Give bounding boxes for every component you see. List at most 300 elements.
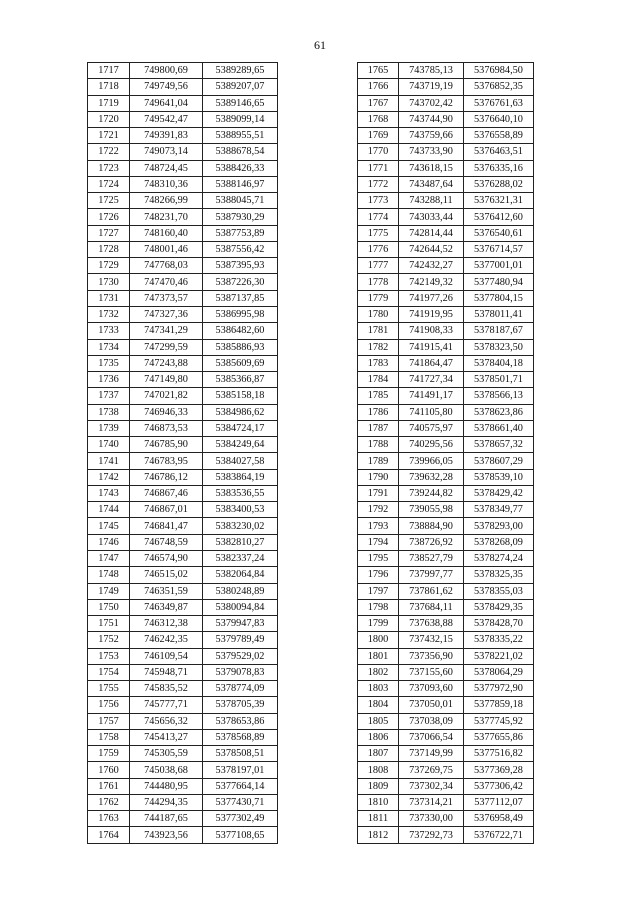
table-row [358, 794, 534, 810]
y-coordinate-cell: 5376288,02 [464, 176, 534, 192]
y-coordinate-cell: 5376558,89 [464, 128, 534, 144]
y-coordinate-cell: 5378657,32 [464, 437, 534, 453]
y-coordinate-cell: 5378274,24 [464, 550, 534, 566]
table-row [88, 485, 278, 501]
y-coordinate-cell: 5377108,65 [203, 827, 278, 843]
x-coordinate-cell: 745777,71 [130, 697, 203, 713]
y-coordinate-cell: 5382810,27 [203, 534, 278, 550]
point-number-cell: 1733 [88, 323, 130, 339]
x-coordinate-cell: 747373,57 [130, 290, 203, 306]
point-number-cell: 1761 [88, 778, 130, 794]
point-number-cell: 1728 [88, 241, 130, 257]
x-coordinate-cell: 746109,54 [130, 648, 203, 664]
table-row [358, 811, 534, 827]
point-number-cell: 1768 [358, 111, 399, 127]
table-row [358, 469, 534, 485]
x-coordinate-cell: 742814,44 [399, 225, 464, 241]
table-row [88, 323, 278, 339]
y-coordinate-cell: 5380248,89 [203, 583, 278, 599]
y-coordinate-cell: 5376463,51 [464, 144, 534, 160]
point-number-cell: 1783 [358, 355, 399, 371]
point-number-cell: 1725 [88, 193, 130, 209]
point-number-cell: 1726 [88, 209, 130, 225]
point-number-cell: 1732 [88, 306, 130, 322]
table-row [88, 550, 278, 566]
x-coordinate-cell: 741919,95 [399, 306, 464, 322]
x-coordinate-cell: 745948,71 [130, 664, 203, 680]
table-row [358, 290, 534, 306]
point-number-cell: 1730 [88, 274, 130, 290]
table-row [88, 453, 278, 469]
table-row [358, 827, 534, 843]
point-number-cell: 1795 [358, 550, 399, 566]
x-coordinate-cell: 746748,59 [130, 534, 203, 550]
x-coordinate-cell: 746574,90 [130, 550, 203, 566]
table-row [358, 437, 534, 453]
table-row [88, 648, 278, 664]
x-coordinate-cell: 738884,90 [399, 518, 464, 534]
x-coordinate-cell: 737292,73 [399, 827, 464, 843]
table-row [358, 388, 534, 404]
y-coordinate-cell: 5385886,93 [203, 339, 278, 355]
x-coordinate-cell: 741915,41 [399, 339, 464, 355]
y-coordinate-cell: 5378774,09 [203, 681, 278, 697]
y-coordinate-cell: 5378623,86 [464, 404, 534, 420]
y-coordinate-cell: 5378404,18 [464, 355, 534, 371]
table-row [88, 404, 278, 420]
x-coordinate-cell: 745413,27 [130, 729, 203, 745]
table-row [88, 274, 278, 290]
x-coordinate-cell: 749641,04 [130, 95, 203, 111]
x-coordinate-cell: 737302,34 [399, 778, 464, 794]
table-row [358, 664, 534, 680]
point-number-cell: 1800 [358, 632, 399, 648]
point-number-cell: 1734 [88, 339, 130, 355]
x-coordinate-cell: 740295,56 [399, 437, 464, 453]
x-coordinate-cell: 738527,79 [399, 550, 464, 566]
table-row [88, 437, 278, 453]
table-row [88, 713, 278, 729]
y-coordinate-cell: 5387395,93 [203, 258, 278, 274]
y-coordinate-cell: 5382337,24 [203, 550, 278, 566]
table-row [88, 339, 278, 355]
x-coordinate-cell: 743288,11 [399, 193, 464, 209]
table-row [358, 778, 534, 794]
y-coordinate-cell: 5378323,50 [464, 339, 534, 355]
point-number-cell: 1793 [358, 518, 399, 534]
y-coordinate-cell: 5376412,60 [464, 209, 534, 225]
table-row [358, 697, 534, 713]
point-number-cell: 1812 [358, 827, 399, 843]
point-number-cell: 1751 [88, 616, 130, 632]
table-row [358, 583, 534, 599]
y-coordinate-cell: 5384724,17 [203, 420, 278, 436]
y-coordinate-cell: 5377430,71 [203, 794, 278, 810]
table-row [358, 160, 534, 176]
table-row [358, 485, 534, 501]
point-number-cell: 1782 [358, 339, 399, 355]
x-coordinate-cell: 749073,14 [130, 144, 203, 160]
point-number-cell: 1741 [88, 453, 130, 469]
x-coordinate-cell: 741491,17 [399, 388, 464, 404]
table-row [88, 241, 278, 257]
x-coordinate-cell: 747768,03 [130, 258, 203, 274]
y-coordinate-cell: 5378539,10 [464, 469, 534, 485]
x-coordinate-cell: 737038,09 [399, 713, 464, 729]
x-coordinate-cell: 746783,95 [130, 453, 203, 469]
table-row [358, 144, 534, 160]
point-number-cell: 1779 [358, 290, 399, 306]
x-coordinate-cell: 744187,65 [130, 811, 203, 827]
x-coordinate-cell: 743033,44 [399, 209, 464, 225]
x-coordinate-cell: 748266,99 [130, 193, 203, 209]
table-row [88, 616, 278, 632]
table-row [88, 128, 278, 144]
point-number-cell: 1737 [88, 388, 130, 404]
table-row [358, 681, 534, 697]
x-coordinate-cell: 737432,15 [399, 632, 464, 648]
table-row [88, 762, 278, 778]
table-row [88, 502, 278, 518]
x-coordinate-cell: 745656,32 [130, 713, 203, 729]
x-coordinate-cell: 743759,66 [399, 128, 464, 144]
y-coordinate-cell: 5376540,61 [464, 225, 534, 241]
y-coordinate-cell: 5383536,55 [203, 485, 278, 501]
y-coordinate-cell: 5383400,53 [203, 502, 278, 518]
y-coordinate-cell: 5388045,71 [203, 193, 278, 209]
point-number-cell: 1717 [88, 63, 130, 79]
table-row [358, 63, 534, 79]
x-coordinate-cell: 746351,59 [130, 583, 203, 599]
x-coordinate-cell: 749391,83 [130, 128, 203, 144]
x-coordinate-cell: 742149,32 [399, 274, 464, 290]
table-row [88, 681, 278, 697]
y-coordinate-cell: 5378221,02 [464, 648, 534, 664]
y-coordinate-cell: 5376984,50 [464, 63, 534, 79]
table-row [88, 518, 278, 534]
point-number-cell: 1778 [358, 274, 399, 290]
y-coordinate-cell: 5382064,84 [203, 567, 278, 583]
y-coordinate-cell: 5389207,07 [203, 79, 278, 95]
table-row [88, 583, 278, 599]
x-coordinate-cell: 742644,52 [399, 241, 464, 257]
y-coordinate-cell: 5379529,02 [203, 648, 278, 664]
table-row [88, 225, 278, 241]
point-number-cell: 1745 [88, 518, 130, 534]
table-row [358, 79, 534, 95]
point-number-cell: 1753 [88, 648, 130, 664]
point-number-cell: 1756 [88, 697, 130, 713]
x-coordinate-cell: 746242,35 [130, 632, 203, 648]
x-coordinate-cell: 737330,00 [399, 811, 464, 827]
table-row [358, 372, 534, 388]
table-row [358, 323, 534, 339]
table-row [88, 664, 278, 680]
y-coordinate-cell: 5376640,10 [464, 111, 534, 127]
y-coordinate-cell: 5383230,02 [203, 518, 278, 534]
table-row [358, 729, 534, 745]
table-row [358, 502, 534, 518]
x-coordinate-cell: 749800,69 [130, 63, 203, 79]
point-number-cell: 1746 [88, 534, 130, 550]
y-coordinate-cell: 5377972,90 [464, 681, 534, 697]
table-row [88, 306, 278, 322]
table-row [88, 729, 278, 745]
point-number-cell: 1757 [88, 713, 130, 729]
table-row [358, 339, 534, 355]
point-number-cell: 1787 [358, 420, 399, 436]
table-row [88, 469, 278, 485]
table-row [358, 713, 534, 729]
y-coordinate-cell: 5379947,83 [203, 616, 278, 632]
table-row [88, 95, 278, 111]
x-coordinate-cell: 746312,38 [130, 616, 203, 632]
point-number-cell: 1760 [88, 762, 130, 778]
table-row [88, 599, 278, 615]
point-number-cell: 1794 [358, 534, 399, 550]
y-coordinate-cell: 5379078,83 [203, 664, 278, 680]
point-number-cell: 1736 [88, 372, 130, 388]
y-coordinate-cell: 5377745,92 [464, 713, 534, 729]
table-row [88, 176, 278, 192]
table-row [358, 128, 534, 144]
x-coordinate-cell: 738726,92 [399, 534, 464, 550]
point-number-cell: 1798 [358, 599, 399, 615]
table-row [358, 111, 534, 127]
x-coordinate-cell: 739632,28 [399, 469, 464, 485]
table-row [88, 372, 278, 388]
x-coordinate-cell: 741908,33 [399, 323, 464, 339]
point-number-cell: 1796 [358, 567, 399, 583]
point-number-cell: 1772 [358, 176, 399, 192]
x-coordinate-cell: 737269,75 [399, 762, 464, 778]
y-coordinate-cell: 5376321,31 [464, 193, 534, 209]
y-coordinate-cell: 5378428,70 [464, 616, 534, 632]
point-number-cell: 1786 [358, 404, 399, 420]
point-number-cell: 1774 [358, 209, 399, 225]
table-row [88, 697, 278, 713]
y-coordinate-cell: 5378568,89 [203, 729, 278, 745]
y-coordinate-cell: 5378268,09 [464, 534, 534, 550]
y-coordinate-cell: 5377306,42 [464, 778, 534, 794]
table-row [88, 778, 278, 794]
point-number-cell: 1804 [358, 697, 399, 713]
point-number-cell: 1805 [358, 713, 399, 729]
table-row [88, 827, 278, 843]
y-coordinate-cell: 5378187,67 [464, 323, 534, 339]
page-number: 61 [314, 38, 326, 52]
point-number-cell: 1750 [88, 599, 130, 615]
y-coordinate-cell: 5378607,29 [464, 453, 534, 469]
table-row [358, 599, 534, 615]
y-coordinate-cell: 5384986,62 [203, 404, 278, 420]
point-number-cell: 1755 [88, 681, 130, 697]
x-coordinate-cell: 746349,87 [130, 599, 203, 615]
point-number-cell: 1792 [358, 502, 399, 518]
y-coordinate-cell: 5376714,57 [464, 241, 534, 257]
x-coordinate-cell: 742432,27 [399, 258, 464, 274]
x-coordinate-cell: 743487,64 [399, 176, 464, 192]
x-coordinate-cell: 743923,56 [130, 827, 203, 843]
point-number-cell: 1742 [88, 469, 130, 485]
table-row [358, 95, 534, 111]
y-coordinate-cell: 5380094,84 [203, 599, 278, 615]
table-row [88, 811, 278, 827]
x-coordinate-cell: 737149,99 [399, 746, 464, 762]
point-number-cell: 1723 [88, 160, 130, 176]
table-row [88, 632, 278, 648]
y-coordinate-cell: 5387226,30 [203, 274, 278, 290]
y-coordinate-cell: 5378335,22 [464, 632, 534, 648]
point-number-cell: 1809 [358, 778, 399, 794]
x-coordinate-cell: 749749,56 [130, 79, 203, 95]
table-row [88, 63, 278, 79]
table-row [358, 420, 534, 436]
point-number-cell: 1747 [88, 550, 130, 566]
table-row [88, 794, 278, 810]
point-number-cell: 1775 [358, 225, 399, 241]
y-coordinate-cell: 5389289,65 [203, 63, 278, 79]
point-number-cell: 1771 [358, 160, 399, 176]
point-number-cell: 1788 [358, 437, 399, 453]
y-coordinate-cell: 5376958,49 [464, 811, 534, 827]
y-coordinate-cell: 5388146,97 [203, 176, 278, 192]
y-coordinate-cell: 5388955,51 [203, 128, 278, 144]
point-number-cell: 1769 [358, 128, 399, 144]
table-row [88, 746, 278, 762]
table-row [358, 193, 534, 209]
y-coordinate-cell: 5376335,16 [464, 160, 534, 176]
point-number-cell: 1766 [358, 79, 399, 95]
table-row [358, 550, 534, 566]
y-coordinate-cell: 5377804,15 [464, 290, 534, 306]
y-coordinate-cell: 5387930,29 [203, 209, 278, 225]
table-row [358, 567, 534, 583]
point-number-cell: 1748 [88, 567, 130, 583]
table-row [88, 567, 278, 583]
x-coordinate-cell: 744480,95 [130, 778, 203, 794]
point-number-cell: 1764 [88, 827, 130, 843]
table-row [358, 176, 534, 192]
y-coordinate-cell: 5378064,29 [464, 664, 534, 680]
y-coordinate-cell: 5376761,63 [464, 95, 534, 111]
point-number-cell: 1749 [88, 583, 130, 599]
point-number-cell: 1721 [88, 128, 130, 144]
point-number-cell: 1790 [358, 469, 399, 485]
x-coordinate-cell: 749542,47 [130, 111, 203, 127]
x-coordinate-cell: 743733,90 [399, 144, 464, 160]
y-coordinate-cell: 5378197,01 [203, 762, 278, 778]
table-row [88, 388, 278, 404]
point-number-cell: 1735 [88, 355, 130, 371]
table-row [88, 209, 278, 225]
table-row [88, 79, 278, 95]
y-coordinate-cell: 5378429,35 [464, 599, 534, 615]
table-row [88, 193, 278, 209]
x-coordinate-cell: 747299,59 [130, 339, 203, 355]
coordinates-table-left [87, 62, 278, 844]
x-coordinate-cell: 748310,36 [130, 176, 203, 192]
table-row [358, 274, 534, 290]
table-row [358, 632, 534, 648]
x-coordinate-cell: 743719,19 [399, 79, 464, 95]
table-row [88, 290, 278, 306]
x-coordinate-cell: 747327,36 [130, 306, 203, 322]
x-coordinate-cell: 745038,68 [130, 762, 203, 778]
x-coordinate-cell: 748231,70 [130, 209, 203, 225]
table-row [88, 111, 278, 127]
point-number-cell: 1743 [88, 485, 130, 501]
x-coordinate-cell: 737093,60 [399, 681, 464, 697]
y-coordinate-cell: 5377664,14 [203, 778, 278, 794]
y-coordinate-cell: 5385366,87 [203, 372, 278, 388]
x-coordinate-cell: 748001,46 [130, 241, 203, 257]
point-number-cell: 1720 [88, 111, 130, 127]
x-coordinate-cell: 741105,80 [399, 404, 464, 420]
y-coordinate-cell: 5383864,19 [203, 469, 278, 485]
point-number-cell: 1754 [88, 664, 130, 680]
y-coordinate-cell: 5378349,77 [464, 502, 534, 518]
point-number-cell: 1780 [358, 306, 399, 322]
x-coordinate-cell: 746515,02 [130, 567, 203, 583]
y-coordinate-cell: 5387753,89 [203, 225, 278, 241]
table-row [358, 534, 534, 550]
y-coordinate-cell: 5386482,60 [203, 323, 278, 339]
x-coordinate-cell: 737066,54 [399, 729, 464, 745]
y-coordinate-cell: 5388426,33 [203, 160, 278, 176]
x-coordinate-cell: 746841,47 [130, 518, 203, 534]
point-number-cell: 1738 [88, 404, 130, 420]
point-number-cell: 1807 [358, 746, 399, 762]
x-coordinate-cell: 737356,90 [399, 648, 464, 664]
y-coordinate-cell: 5377369,28 [464, 762, 534, 778]
x-coordinate-cell: 737155,60 [399, 664, 464, 680]
y-coordinate-cell: 5378661,40 [464, 420, 534, 436]
y-coordinate-cell: 5376852,35 [464, 79, 534, 95]
x-coordinate-cell: 746873,53 [130, 420, 203, 436]
x-coordinate-cell: 739055,98 [399, 502, 464, 518]
point-number-cell: 1740 [88, 437, 130, 453]
x-coordinate-cell: 747243,88 [130, 355, 203, 371]
point-number-cell: 1784 [358, 372, 399, 388]
table-row [358, 355, 534, 371]
x-coordinate-cell: 737314,21 [399, 794, 464, 810]
x-coordinate-cell: 745305,59 [130, 746, 203, 762]
y-coordinate-cell: 5387137,85 [203, 290, 278, 306]
point-number-cell: 1758 [88, 729, 130, 745]
y-coordinate-cell: 5386995,98 [203, 306, 278, 322]
y-coordinate-cell: 5378705,39 [203, 697, 278, 713]
point-number-cell: 1727 [88, 225, 130, 241]
y-coordinate-cell: 5389146,65 [203, 95, 278, 111]
table-row [358, 241, 534, 257]
y-coordinate-cell: 5387556,42 [203, 241, 278, 257]
table-row [88, 355, 278, 371]
table-row [358, 306, 534, 322]
y-coordinate-cell: 5376722,71 [464, 827, 534, 843]
y-coordinate-cell: 5377001,01 [464, 258, 534, 274]
point-number-cell: 1811 [358, 811, 399, 827]
y-coordinate-cell: 5378508,51 [203, 746, 278, 762]
x-coordinate-cell: 746867,46 [130, 485, 203, 501]
x-coordinate-cell: 743702,42 [399, 95, 464, 111]
y-coordinate-cell: 5378429,42 [464, 485, 534, 501]
point-number-cell: 1731 [88, 290, 130, 306]
y-coordinate-cell: 5389099,14 [203, 111, 278, 127]
table-row [88, 144, 278, 160]
point-number-cell: 1776 [358, 241, 399, 257]
y-coordinate-cell: 5378011,41 [464, 306, 534, 322]
